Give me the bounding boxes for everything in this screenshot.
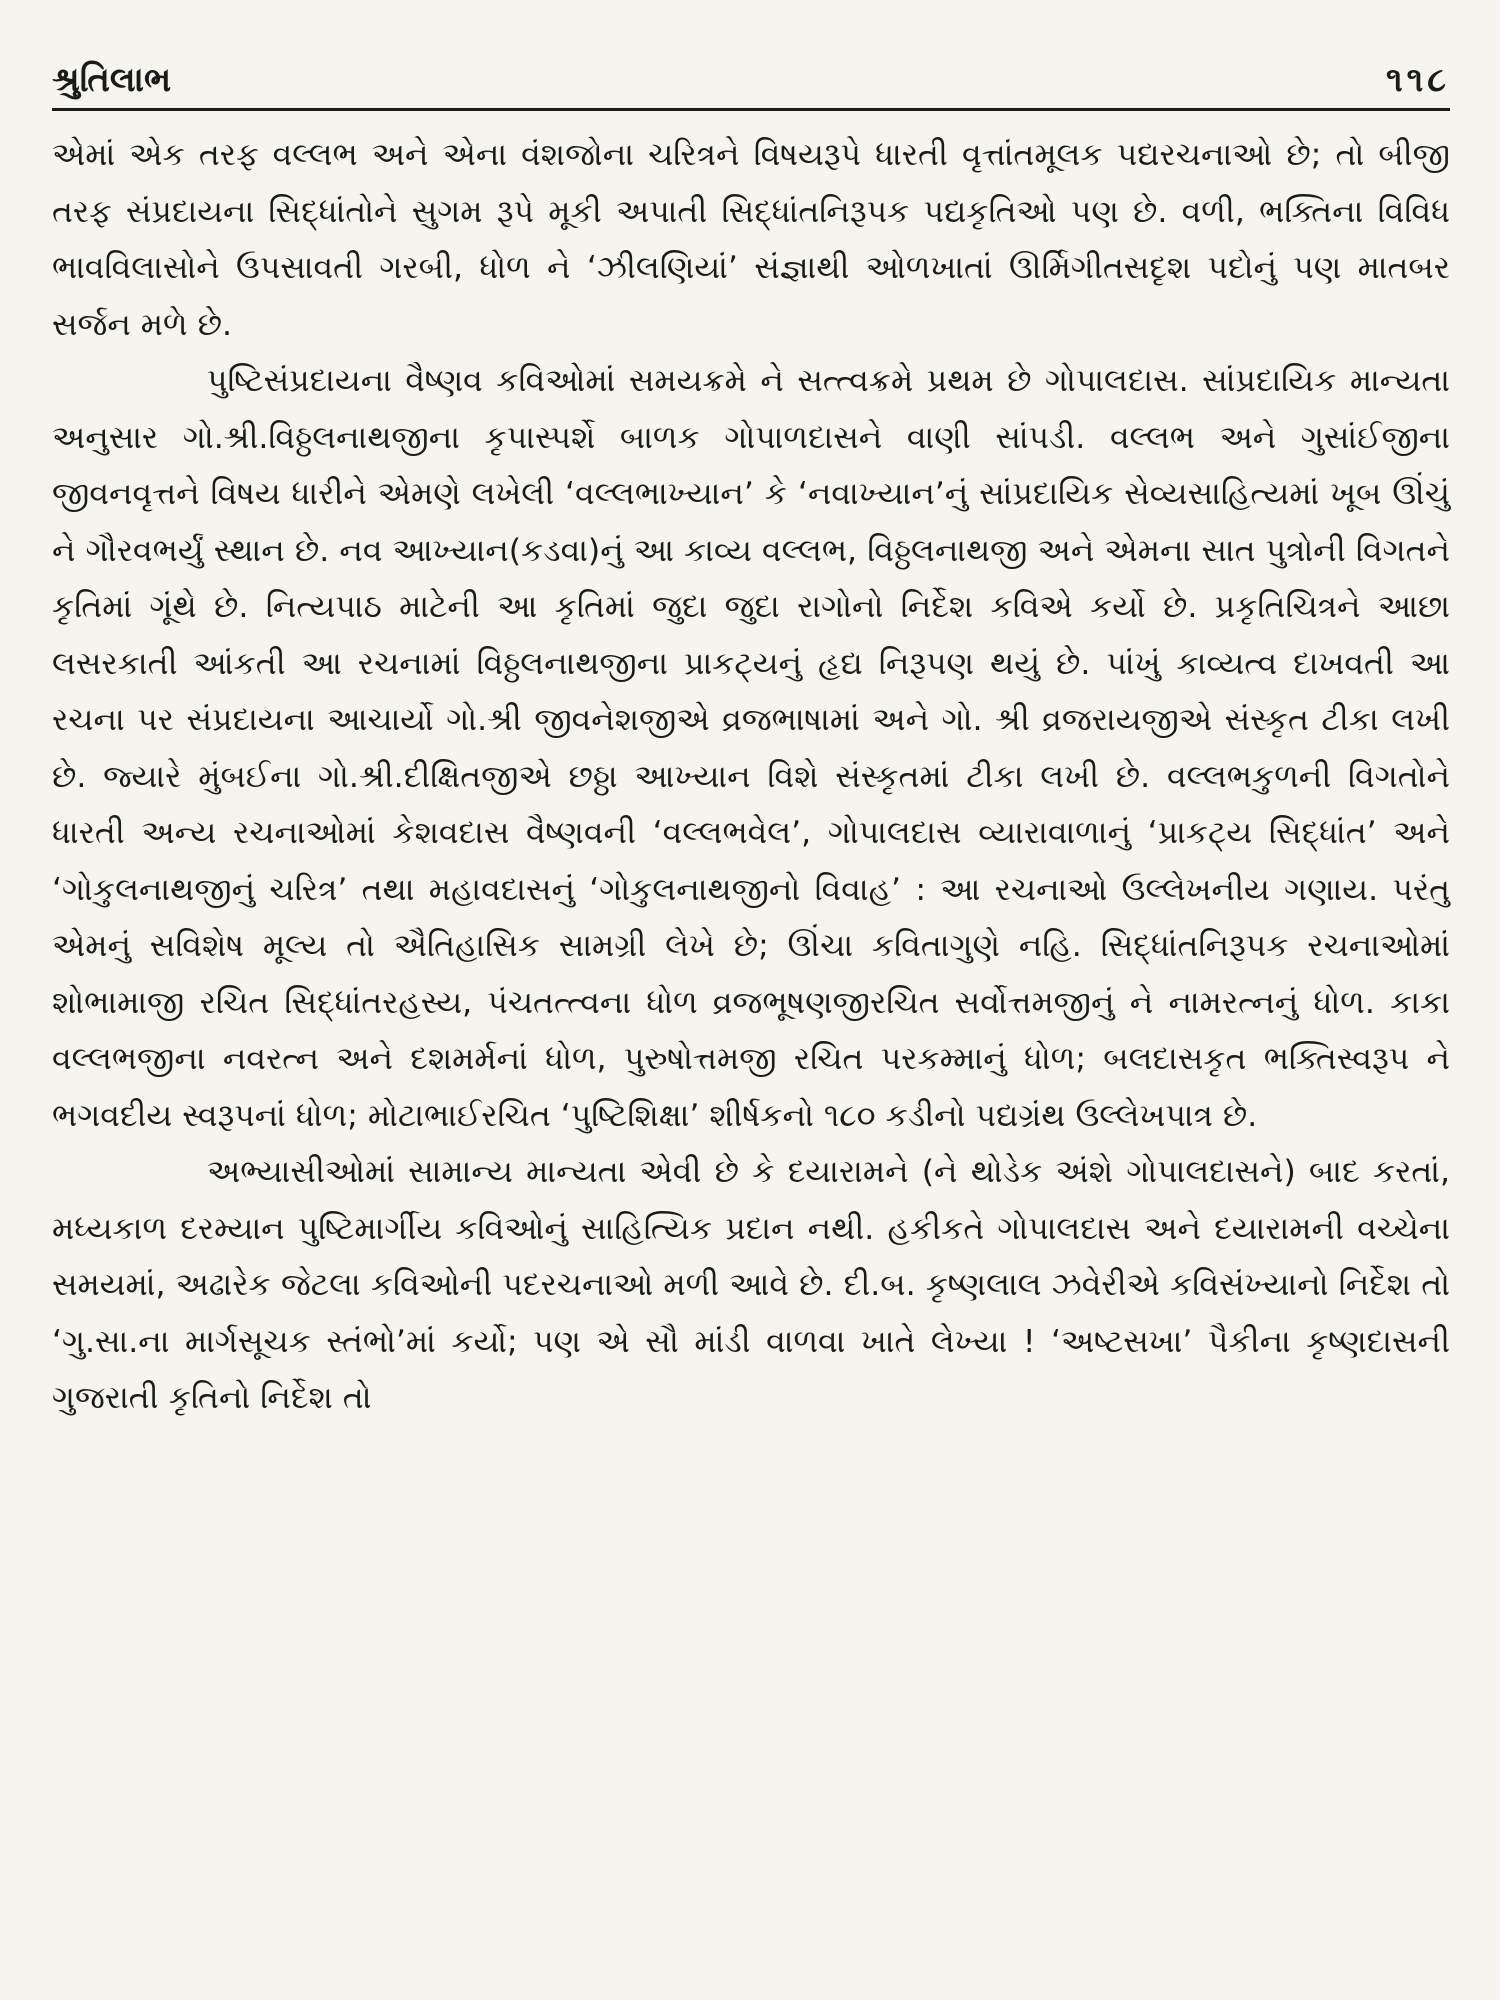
body-text xyxy=(52,127,1450,1427)
page-header xyxy=(52,40,1450,111)
paragraph-2: પુષ્ટિસંપ્રદાયના વૈષ્ણવ કવિઓમાં સમયક્રમે ને સત્ત્વક્રમે પ્રથમ છે ગોપાલદાસ. સાંપ્રદાયિક માન્યતા અનુસાર ગો.શ્રી.વિઠ્ઠલનાથજીના કૃપાસ્પર્શે બાળક ગોપાળદાસને વાણી સાંપડી. વલ્લભ અને ગુસાંઈજીના જીવનવૃત્તને વિષય ધારીને એમણે લખેલી ‘વલ્લભાખ્યાન’ કે ‘નવાખ્યાન’નું સાંપ્રદાયિક સેવ્યસાહિત્યમાં ખૂબ ઊંચું ને ગૌરવભર્યું સ્થાન છે. નવ આખ્યાન(કડવા)નું આ કાવ્ય વલ્લભ, વિઠ્ઠલનાથજી અને એમના સાત પુત્રોની વિગતને કૃતિમાં ગૂંથે છે. નિત્યપાઠ માટેની આ કૃતિમાં જુદા જુદા રાગોનો નિર્દેશ કવિએ કર્યો છે. પ્રકૃતિચિત્રને આછા લસરકાતી આંકતી આ રચનામાં વિઠ્ઠલનાથજીના પ્રાકટ્યનું હૃદ્ય નિરૂપણ થયું છે. પાંખું કાવ્યત્વ દાખવતી આ રચના પર સંપ્રદાયના આચાર્યો ગો.શ્રી જીવનેશજીએ વ્રજભાષામાં અને ગો. શ્રી વ્રજરાયજીએ સંસ્કૃત ટીકા લખી છે. જ્યારે મુંબઈના ગો.શ્રી.દીક્ષિતજીએ છઠ્ઠા આખ્યાન વિશે સંસ્કૃતમાં ટીકા લખી છે. વલ્લભકુળની વિગતોને ધારતી અન્ય રચનાઓમાં કેશવદાસ વૈષ્ણવની ‘વલ્લભવેલ’, ગોપાલદાસ વ્યારાવાળાનું ‘પ્રાકટ્ય સિદ્ધાંત’ અને ‘ગોકુલનાથજીનું ચરિત્ર’ તથા મહાવદાસનું ‘ગોકુલનાથજીનો વિવાહ’ : આ રચનાઓ ઉલ્લેખનીય ગણાય. પરંતુ એમનું સવિશેષ મૂલ્ય તો ઐતિહાસિક સામગ્રી લેખે છે; ઊંચા કવિતાગુણે નહિ. સિદ્ધાંતનિરૂપક રચનાઓમાં શોભામાજી રચિત સિદ્ધાંતરહસ્ય, પંચતત્ત્વના ધોળ વ્રજભૂષણજીરચિત સર્વોત્તમજીનું ને નામરત્નનું ધોળ. કાકા વલ્લભજીના નવરત્ન અને દશમર્મનાં ધોળ, પુરુષોત્તમજી રચિત પરકમ્માનું ધોળ; બલદાસકૃત ભક્તિસ્વરૂપ ને ભગવદીય સ્વરૂપનાં ધોળ; મોટાભાઈરચિત ‘પુષ્ટિશિક્ષા’ શીર્ષકનો ૧૮૦ કડીનો પદ્યગ્રંથ ઉલ્લેખપાત્ર છે. xyxy=(52,363,1450,1134)
running-title: શ્રુતિલાભ xyxy=(52,60,172,100)
paragraph-3: અભ્યાસીઓમાં સામાન્ય માન્યતા એવી છે કે દયારામને (ને થોડેક અંશે ગોપાલદાસને) બાદ કરતાં, મધ્યકાળ દરમ્યાન પુષ્ટિમાર્ગીય કવિઓનું સાહિત્યિક પ્રદાન નથી. હકીકતે ગોપાલદાસ અને દયારામની વચ્ચેના સમયમાં, અઢારેક જેટલા કવિઓની પદરચનાઓ મળી આવે છે. દી.બ. કૃષ્ણલાલ ઝવેરીએ કવિસંખ્યાનો નિર્દેશ તો ‘ગુ.સા.ના માર્ગસૂચક સ્તંભો’માં કર્યો; પણ એ સૌ માંડી વાળવા ખાતે લેખ્યા ! ‘અષ્ટસખા’ પૈકીના કૃષ્ણદાસની ગુજરાતી કૃતિનો નિર્દેશ તો xyxy=(52,1154,1450,1416)
paragraph-1: એમાં એક તરફ વલ્લભ અને એના વંશજોના ચરિત્રને વિષયરૂપે ધારતી વૃત્તાંતમૂલક પદ્યરચનાઓ છે; તો બીજી તરફ સંપ્રદાયના સિદ્ધાંતોને સુગમ રૂપે મૂકી અપાતી સિદ્ધાંતનિરૂપક પદ્યકૃતિઓ પણ છે. વળી, ભક્તિના વિવિધ ભાવવિલાસોને ઉપસાવતી ગરબી, ધોળ ને ‘ઝીલણિયાં’ સંજ્ઞાથી ઓળખાતાં ઊર્મિગીતસદૃશ પદોનું પણ માતબર સર્જન મળે છે. xyxy=(52,137,1450,343)
page-number: ૧૧૮ xyxy=(1385,60,1450,100)
